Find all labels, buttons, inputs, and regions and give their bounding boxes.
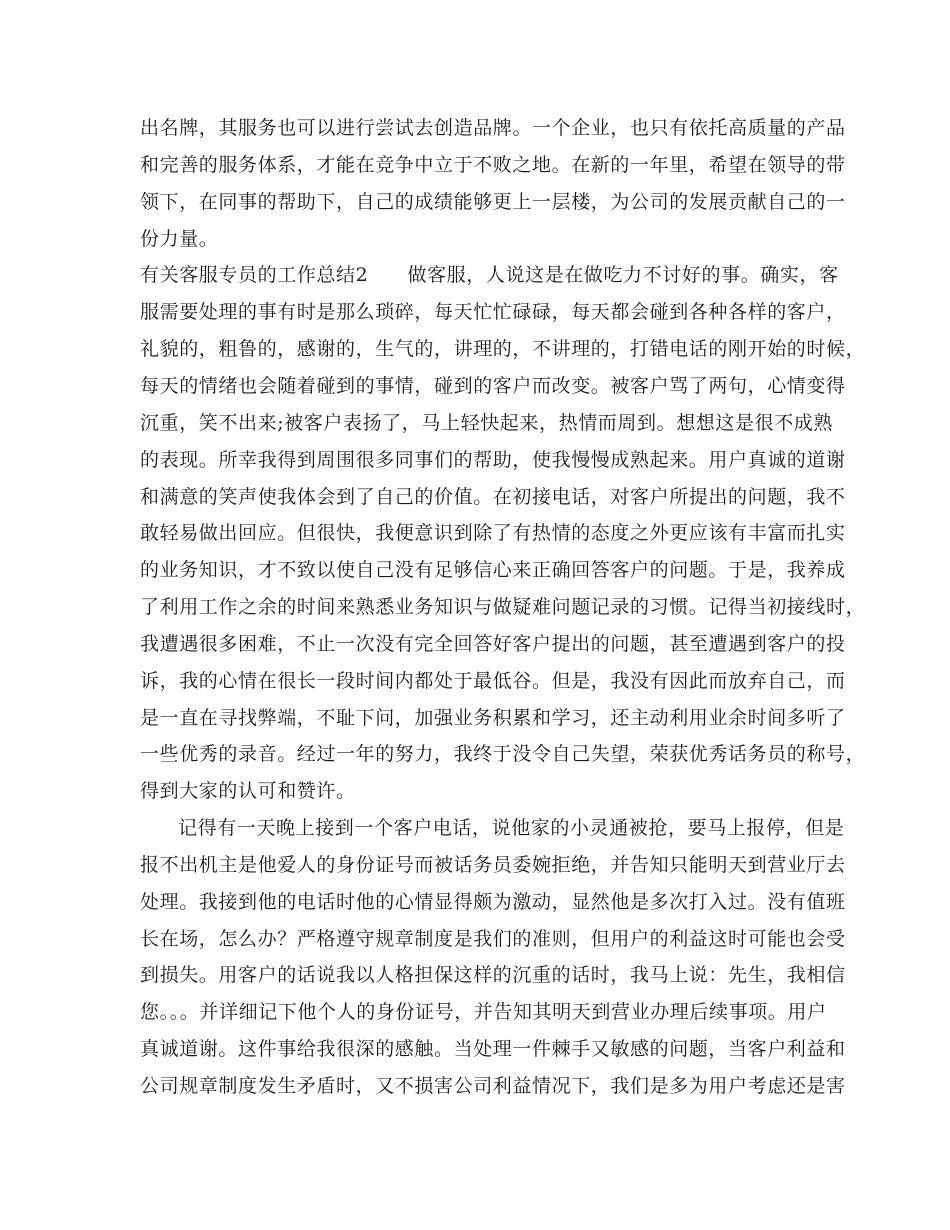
text-line: 出名牌，其服务也可以进行尝试去创造品牌。一个企业，也只有依托高质量的产品 — [140, 117, 846, 139]
text-line: 公司规章制度发生矛盾时，又不损害公司利益情况下，我们是多为用户考虑还是害 — [140, 1075, 846, 1097]
text-line: 的表现。所幸我得到周围很多同事们的帮助，使我慢慢成熟起来。用户真诚的道谢 — [140, 449, 846, 471]
text-line: 份力量。 — [140, 228, 219, 250]
text-line: 诉，我的心情在很长一段时间内都处于最低谷。但是，我没有因此而放弃自己，而 — [140, 670, 846, 692]
section-title-line: 有关客服专员的工作总结2 做客服，人说这是在做吃力不讨好的事。确实，客 — [140, 264, 839, 286]
text-line: 和完善的服务体系，才能在竞争中立于不败之地。在新的一年里，希望在领导的带 — [140, 154, 846, 176]
text-line: 真诚道谢。这件事给我很深的感触。当处理一件棘手又敏感的问题，当客户利益和 — [140, 1038, 846, 1060]
text-line: 敢轻易做出回应。但很快，我便意识到除了有热情的态度之外更应该有丰富而扎实 — [140, 522, 846, 544]
text-line: 和满意的笑声使我体会到了自己的价值。在初接电话，对客户所提出的问题，我不 — [140, 486, 846, 508]
text-line: 报不出机主是他爱人的身份证号而被话务员委婉拒绝，并告知只能明天到营业厅去 — [140, 854, 846, 876]
text-line: 是一直在寻找弊端，不耻下问，加强业务积累和学习，还主动利用业余时间多听了 — [140, 707, 846, 729]
text-line: 处理。我接到他的电话时他的心情显得颇为激动，显然他是多次打入过。没有值班 — [140, 891, 846, 913]
text-line: 长在场，怎么办？严格遵守规章制度是我们的准则，但用户的利益这时可能也会受 — [140, 928, 846, 950]
text-line: 每天的情绪也会随着碰到的事情，碰到的客户而改变。被客户骂了两句，心情变得 — [140, 375, 846, 397]
text-line: 到损失。用客户的话说我以人格担保这样的沉重的话时，我马上说：先生，我相信 — [140, 964, 846, 986]
text-line: 领下，在同事的帮助下，自己的成绩能够更上一层楼，为公司的发展贡献自己的一 — [140, 191, 846, 213]
text-line: 的业务知识，才不致以使自己没有足够信心来正确回答客户的问题。于是，我养成 — [140, 559, 846, 581]
paragraph-start-line: 记得有一天晚上接到一个客户电话，说他家的小灵通被抢，要马上报停，但是 — [178, 817, 845, 839]
text-line: 得到大家的认可和赞许。 — [140, 780, 356, 802]
text-line: 服需要处理的事有时是那么琐碎，每天忙忙碌碌，每天都会碰到各种各样的客户， — [140, 301, 846, 323]
text-line: 了利用工作之余的时间来熟悉业务知识与做疑难问题记录的习惯。记得当初接线时， — [140, 596, 866, 618]
text-line: 沉重，笑不出来;被客户表扬了，马上轻快起来，热情而周到。想想这是很不成熟 — [140, 412, 834, 434]
text-line: 礼貌的，粗鲁的，感谢的，生气的，讲理的，不讲理的，打错电话的刚开始的时候， — [140, 338, 866, 360]
text-line: 我遭遇很多困难，不止一次没有完全回答好客户提出的问题，甚至遭遇到客户的投 — [140, 633, 846, 655]
text-line: 一些优秀的录音。经过一年的努力，我终于没令自己失望，荣获优秀话务员的称号， — [140, 743, 866, 765]
text-line: 您。。。并详细记下他个人的身份证号，并告知其明天到营业办理后续事项。用户 — [140, 1001, 827, 1023]
